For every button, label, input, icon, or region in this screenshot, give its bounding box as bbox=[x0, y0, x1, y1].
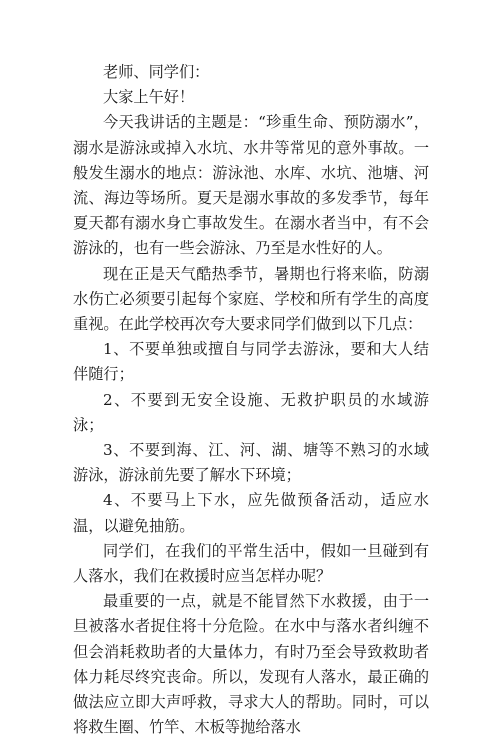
rule-item-2: 2、不要到无安全设施、无救护职员的水域游泳； bbox=[73, 390, 429, 434]
rule-item-1: 1、不要单独或擅自与同学去游泳，要和大人结伴随行； bbox=[73, 340, 429, 384]
rule-item-4: 4、不要马上下水，应先做预备活动，适应水温，以避免抽筋。 bbox=[73, 491, 429, 535]
greeting-line: 老师、同学们： bbox=[103, 63, 210, 81]
paragraph-question: 同学们，在我们的平常生活中，假如一旦碰到有人落水，我们在救援时应当怎样办呢？ bbox=[73, 541, 429, 586]
paragraph-rescue: 最重要的一点，就是不能冒然下水救援，由于一旦被落水者捉住将十分危险。在水中与落水者纠缠不但会消耗救助者的大量体力，有时乃至会导致救助者体力耗尽终究丧命。所以，发现有人落水，最正确的做法应立即大声呼救，寻求大人的帮助。同时，可以将救生圈、竹竿、木板等抛给落水 bbox=[73, 592, 429, 737]
paragraph-topic: 今天我讲话的主题是：“珍重生命、预防溺水”，溺水是游泳或掉入水坑、水井等常见的意外事故。一般发生溺水的地点：游泳池、水库、水坑、池塘、河流、海边等场所。夏天是溺水事故的多发季节，每年夏天都有溺水身亡事故发生。在溺水者当中，有不会游泳的，也有一些会游泳、乃至是水性好的人。 bbox=[73, 113, 429, 258]
salutation-line: 大家上午好！ bbox=[103, 88, 195, 107]
document-body bbox=[73, 60, 429, 740]
paragraph-season: 现在正是天气酷热季节，暑期也行将来临，防溺水伤亡必须要引起每个家庭、学校和所有学生的高度重视。在此学校再次夸大要求同学们做到以下几点： bbox=[73, 264, 429, 334]
rule-item-3: 3、不要到海、江、河、湖、塘等不熟习的水域游泳，游泳前先要了解水下环境； bbox=[73, 441, 429, 485]
